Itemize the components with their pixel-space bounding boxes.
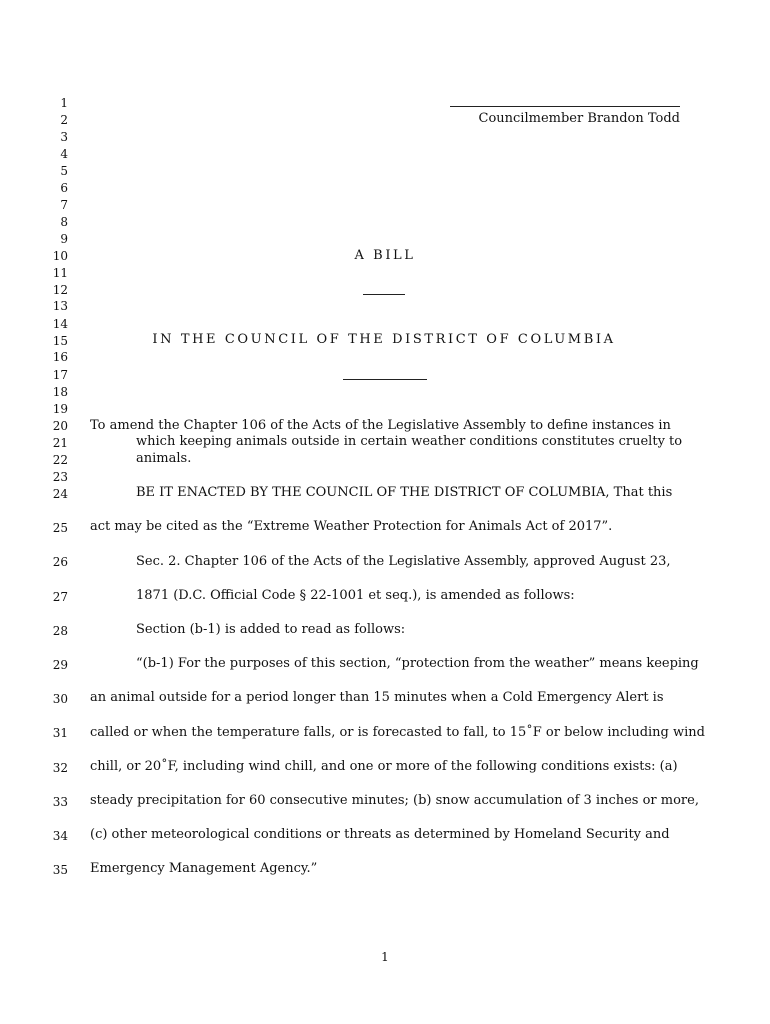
purpose-line: which keeping animals outside in certain weather conditions constitutes cruelty to	[136, 434, 683, 449]
section-b1-line: called or when the temperature falls, or is forecasted to fall, to 15˚F or below including wind	[90, 725, 705, 740]
line-number: 9	[60, 232, 68, 246]
line-number: 20	[52, 419, 68, 433]
line-number: 6	[60, 181, 68, 195]
purpose-line: To amend the Chapter 106 of the Acts of the Legislative Assembly to define instances in	[90, 418, 671, 433]
line-number: 21	[52, 436, 68, 450]
council-heading: IN THE COUNCIL OF THE DISTRICT OF COLUMBIA	[152, 332, 616, 347]
section-b1-line: an animal outside for a period longer than 15 minutes when a Cold Emergency Alert is	[90, 690, 664, 705]
line-number: 27	[52, 590, 68, 604]
line-number: 1	[60, 96, 68, 110]
line-number: 23	[52, 470, 68, 484]
line-number: 22	[52, 453, 68, 467]
page-number: 1	[381, 950, 389, 964]
line-number: 8	[60, 215, 68, 229]
line-number: 15	[52, 334, 68, 348]
sponsor-name: Councilmember Brandon Todd	[478, 111, 680, 126]
section-b1-line: (c) other meteorological conditions or threats as determined by Homeland Security and	[90, 827, 670, 842]
amendment-instruction: Section (b-1) is added to read as follows:	[136, 622, 406, 637]
line-number: 2	[60, 113, 68, 127]
short-title-line: act may be cited as the “Extreme Weather Protection for Animals Act of 2017”.	[90, 519, 613, 534]
purpose-line: animals.	[136, 451, 192, 466]
line-number: 13	[52, 299, 68, 313]
line-number: 14	[52, 317, 68, 331]
line-number: 34	[52, 829, 68, 843]
line-number: 5	[60, 164, 68, 178]
line-number: 24	[52, 487, 68, 501]
line-number: 25	[52, 521, 68, 535]
line-number: 32	[52, 761, 68, 775]
section-b1-line: “(b-1) For the purposes of this section, “protection from the weather” means keeping	[136, 656, 699, 671]
section-b1-line: Emergency Management Agency.”	[90, 861, 318, 876]
signature-line	[450, 106, 680, 107]
line-number: 35	[52, 863, 68, 877]
line-number: 30	[52, 692, 68, 706]
enacting-clause: BE IT ENACTED BY THE COUNCIL OF THE DISTRICT OF COLUMBIA, That this	[136, 485, 673, 500]
line-number: 4	[60, 147, 68, 161]
line-number: 10	[52, 249, 68, 263]
line-number: 11	[52, 266, 68, 280]
bill-heading-rule	[363, 294, 405, 295]
line-number: 31	[52, 726, 68, 740]
line-number: 33	[52, 795, 68, 809]
line-number: 18	[52, 385, 68, 399]
line-number: 7	[60, 198, 68, 212]
section-2-line: Sec. 2. Chapter 106 of the Acts of the Legislative Assembly, approved August 23,	[136, 554, 671, 569]
line-number: 16	[52, 350, 68, 364]
council-heading-rule	[343, 379, 427, 380]
section-b1-line: chill, or 20˚F, including wind chill, and one or more of the following conditions exists: (a)	[90, 759, 678, 774]
line-number: 17	[52, 368, 68, 382]
line-number: 3	[60, 130, 68, 144]
bill-heading: A BILL	[354, 248, 416, 263]
section-b1-line: steady precipitation for 60 consecutive minutes; (b) snow accumulation of 3 inches or more,	[90, 793, 699, 808]
section-2-line: 1871 (D.C. Official Code § 22-1001 et seq.), is amended as follows:	[136, 588, 575, 603]
line-number: 26	[52, 555, 68, 569]
line-number: 28	[52, 624, 68, 638]
line-number: 12	[52, 283, 68, 297]
line-number: 19	[52, 402, 68, 416]
line-number: 29	[52, 658, 68, 672]
